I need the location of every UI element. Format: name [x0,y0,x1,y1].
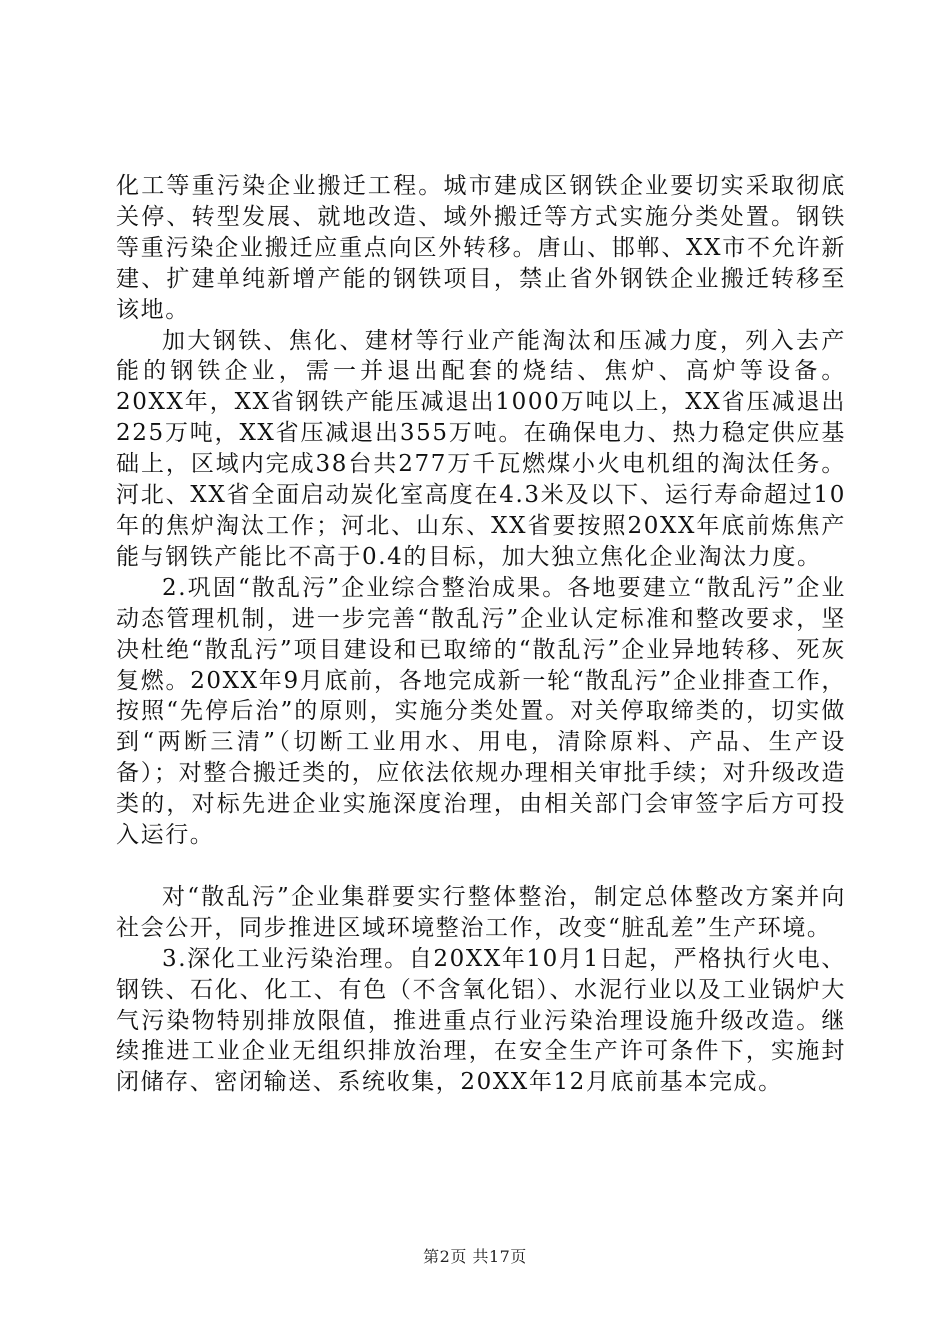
paragraph-gap [116,851,846,882]
paragraph-2: 加大钢铁、焦化、建材等行业产能淘汰和压减力度，列入去产能的钢铁企业，需一并退出配套的烧结、焦炉、高炉等设备。20XX年，XX省钢铁产能压减退出1000万吨以上，XX省压减退出225万吨，XX省压减退出355万吨。在确保电力、热力稳定供应基础上，区域内完成38台共277万千瓦燃煤小火电机组的淘汰任务。河北、XX省全面启动炭化室高度在4.3米及以下、运行寿命超过10年的焦炉淘汰工作；河北、山东、XX省要按照20XX年底前炼焦产能与钢铁产能比不高于0.4的目标，加大独立焦化企业淘汰力度。 [116,327,846,570]
paragraph-3: 2.巩固“散乱污”企业综合整治成果。各地要建立“散乱污”企业动态管理机制，进一步完善“散乱污”企业认定标准和整改要求，坚决杜绝“散乱污”项目建设和已取缔的“散乱污”企业异地转移、死灰复燃。20XX年9月底前，各地完成新一轮“散乱污”企业排查工作，按照“先停后治”的原则，实施分类处置。对关停取缔类的，切实做到“两断三清”（切断工业用水、用电，清除原料、产品、生产设备）；对整合搬迁类的，应依法依规办理相关审批手续；对升级改造类的，对标先进企业实施深度治理，由相关部门会审签字后方可投入运行。 [116,574,846,849]
paragraph-4: 对“散乱污”企业集群要实行整体整治，制定总体整改方案并向社会公开，同步推进区域环境整治工作，改变“脏乱差”生产环境。 [116,883,846,941]
page-number-footer: 第2页 共17页 [423,1247,527,1266]
paragraph-1: 化工等重污染企业搬迁工程。城市建成区钢铁企业要切实采取彻底关停、转型发展、就地改造、域外搬迁等方式实施分类处置。钢铁等重污染企业搬迁应重点向区外转移。唐山、邯郸、XX市不允许新建、扩建单纯新增产能的钢铁项目，禁止省外钢铁企业搬迁转移至该地。 [116,173,846,323]
document-body [116,171,846,1098]
paragraph-5: 3.深化工业污染治理。自20XX年10月1日起，严格执行火电、钢铁、石化、化工、有色（不含氧化铝）、水泥行业以及工业锅炉大气污染物特别排放限值，推进重点行业污染治理设施升级改造。继续推进工业企业无组织排放治理，在安全生产许可条件下，实施封闭储存、密闭输送、系统收集，20XX年12月底前基本完成。 [116,945,846,1096]
